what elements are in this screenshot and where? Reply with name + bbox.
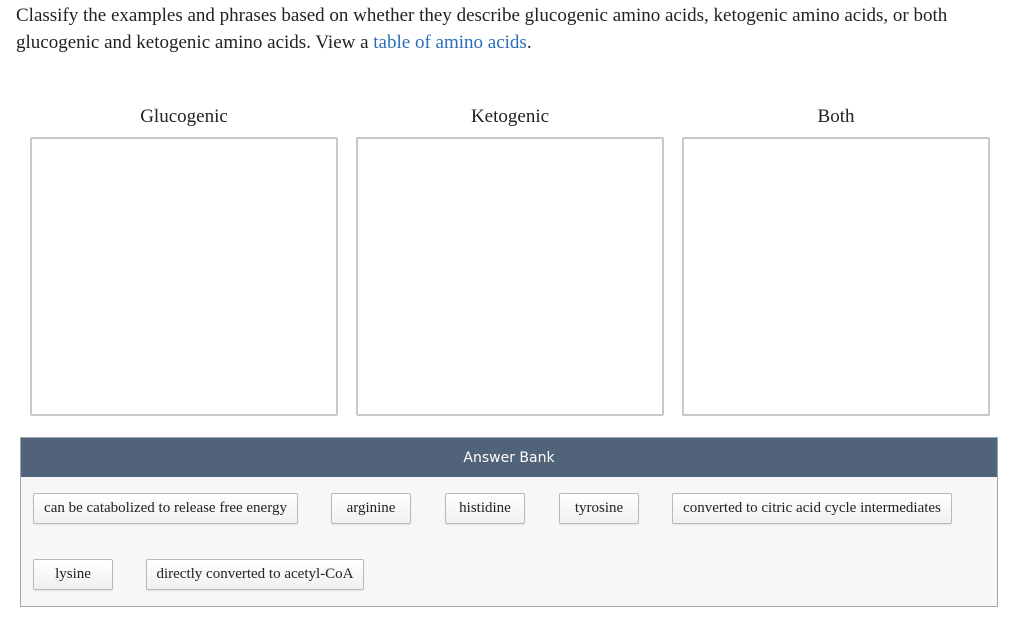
answer-chip[interactable]: directly converted to acetyl-CoA [146,559,364,590]
category-title-glucogenic: Glucogenic [140,106,228,127]
drop-zone-glucogenic[interactable] [30,137,338,416]
amino-acid-table-link[interactable]: table of amino acids [373,32,527,53]
prompt-text: Classify the examples and phrases based on whether they describe glucogenic amino acids, ketogenic amino acids, or both glucogenic and ketogenic amino acids. View a [16,5,948,53]
category-title-ketogenic: Ketogenic [470,106,550,127]
category-title-both: Both [817,106,855,127]
answer-bank-header: Answer Bank [21,438,997,477]
answer-chip[interactable]: histidine [445,493,525,524]
answer-chip[interactable]: tyrosine [559,493,639,524]
answer-chip[interactable]: arginine [331,493,411,524]
answer-chip[interactable]: lysine [33,559,113,590]
drop-zone-ketogenic[interactable] [356,137,664,416]
answer-chip[interactable]: can be catabolized to release free energy [33,493,298,524]
prompt-text-end: . [526,32,532,53]
answer-bank [20,437,998,607]
drop-zone-both[interactable] [682,137,990,416]
answer-chip[interactable]: converted to citric acid cycle intermediates [672,493,952,524]
question-prompt [16,2,1006,56]
